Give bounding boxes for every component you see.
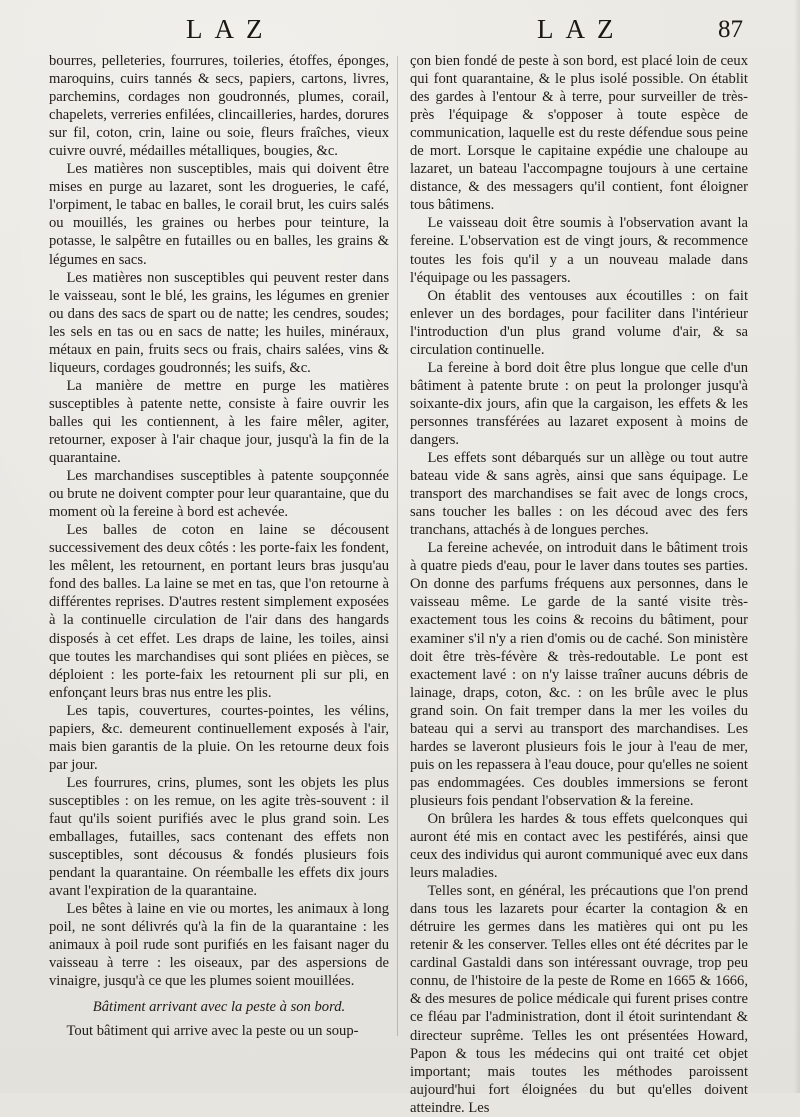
paragraph: Les effets sont débarqués sur un allège ou tout autre bateau vide & sans agrès, ainsi que sans équipage. Le transport des marchandises se fait avec de longs crocs, sans toucher les balles : on les découd avec des fers tranchans, attachés à de longues perches. xyxy=(410,450,748,539)
page-edge-shadow xyxy=(794,0,800,1093)
paragraph: Les tapis, couvertures, courtes-pointes, les vélins, papiers, &c. demeurent continuellement exposés à l'air, mais bien garantis de la pluie. On les retourne deux fois par jour. xyxy=(49,702,389,773)
paragraph: On établit des ventouses aux écoutilles : on fait enlever un des bordages, pour faciliter dans l'intérieur l'introduction d'un plus grand volume d'air, & sa circulation continuelle. xyxy=(410,287,748,358)
paragraph: Les matières non susceptibles, mais qui doivent être mises en purge au lazaret, sont les drogueries, le café, l'orpiment, le tabac en balles, le corail brut, les cuirs salés ou mouillés, les graines ou herbes pour teinture, la potasse, le salpêtre en futailles ou en balles, les grains & légumes en sacs. xyxy=(49,161,389,268)
column-divider xyxy=(397,56,398,1036)
paragraph: Telles sont, en général, les précautions que l'on prend dans tous les lazarets pour écarter la contagion & en détruire les germes dans les matières qui ont pu les retenir & les conserver. Telles elles ont été décrites par le cardinal Gastaldi dans son intéressant ouvrage, trop peu connu, de l'histoire de la peste de Rome en 1665 & 1666, & des mesures de police médicale qui furent prises contre ce fléau par l'administration, dont il étoit surintendant & directeur suprême. Telles les ont présentées Howard, Papon & tous les médecins qui ont traité cet objet important; mais toutes les méthodes paroissent aujourd'hui fort éloignées du but qu'elles doivent atteindre. Les xyxy=(410,883,748,1116)
left-column xyxy=(49,52,389,1041)
paragraph: Le vaisseau doit être soumis à l'observation avant la fereine. L'observation est de vingt jours, & recommence toutes les fois qu'il y a un nouveau malade dans l'équipage ou les passagers. xyxy=(410,215,748,286)
running-head xyxy=(0,14,800,54)
paragraph: Les bêtes à laine en vie ou mortes, les animaux à long poil, ne sont délivrés qu'à la fin de la quarantaine : les animaux à poil rude sont purifiés en les faisant nager du vaisseau à terre : les oiseaux, par des aspersions de vinaigre, jusqu'à ce que les plumes soient mouillées. xyxy=(49,901,389,990)
section-heading: Bâtiment arrivant avec la peste à son bord. xyxy=(92,999,346,1016)
right-column xyxy=(410,52,748,1117)
page-number: 87 xyxy=(718,16,743,43)
paragraph: La fereine à bord doit être plus longue que celle d'un bâtiment à patente brute : on peut la prolonger jusqu'à soixante-dix jours, afin que la cargaison, les effets & les personnes transférées au lazaret exposent à moins de dangers. xyxy=(410,359,748,448)
paragraph: Les matières non susceptibles qui peuvent rester dans le vaisseau, sont le blé, les grains, les légumes en grenier ou dans des sacs de spart ou de natte; les cendres, soudes; les sels en tas ou en sacs de natte; les huiles, minéraux, métaux en pain, fruits secs ou frais, chairs salées, vins & liqueurs, cordages goudronnés; les suifs, &c. xyxy=(49,269,389,376)
running-head-left: LAZ xyxy=(186,14,275,44)
paragraph: La fereine achevée, on introduit dans le bâtiment trois à quatre pieds d'eau, pour le laver dans toutes ses parties. On donne des parfums fréquens aux personnes, dans le vaisseau même. Le garde de la santé visite très-exactement tous les coins & recoins du bâtiment, pour examiner s'il n'y a rien d'omis ou de caché. Son ministère doit être très-févère & très-redoutable. Le pont est exactement lavé : on n'y laisse traîner aucuns débris de lainage, draps, coton, &c. : on les brûle avec le plus grand soin. On fait tremper dans la mer les voiles du bateau qui a servi au transport des marchandises. Les hardes se laveront plusieurs fois le jour à l'eau de mer, puis on les repassera à l'eau douce, pour qu'elles ne soient pas endommagées. Ces doubles immersions se feront plusieurs fois pendant l'observation & la fereine. xyxy=(410,540,748,809)
paragraph: Les balles de coton en laine se décousent successivement des deux côtés : les porte-faix les fondent, les mêlent, les retournent, en portant leurs bras jusqu'au fond des balles. La laine se met en tas, que l'on retourne à différentes reprises. D'autres restent simplement exposées à la continuelle circulation de l'air dans des hangards disposés à cet effet. Les draps de laine, les toiles, ainsi que toutes les marchandises qui sont pliées en pièces, se déploient : les porte-faix les retournent pli sur pli, en enfonçant leurs bras nus entre les plis. xyxy=(49,522,390,701)
paragraph: bourres, pelleteries, fourrures, toileries, étoffes, éponges, maroquins, cuirs tannés & secs, papiers, cartons, livres, parchemins, cordages non goudronnés, plumes, corail, chapelets, verreries enfilées, clincailleries, hardes, dorures sur fil, coton, crin, laine ou soie, fleurs fraîches, vieux cuivre ouvré, médailles métalliques, bougies, &c. xyxy=(49,53,389,160)
paragraph: Tout bâtiment qui arrive avec la peste ou un soup- xyxy=(66,1023,359,1040)
paragraph: On brûlera les hardes & tous effets quelconques qui auront été mis en contact avec les pestiférés, ainsi que ceux des individus qui auront communiqué avec eux dans leurs maladies. xyxy=(410,810,748,882)
paragraph: Les fourrures, crins, plumes, sont les objets les plus susceptibles : on les remue, on les agite très-souvent : il faut qu'ils soient purifiés avec le plus grand soin. Les emballages, futailles, sacs contenant des effets non susceptibles, sont décousus & fondés plusieurs fois pendant la quarantaine. On réemballe les effets dix jours avant l'expiration de la quarantaine. xyxy=(49,774,389,900)
paragraph: çon bien fondé de peste à son bord, est placé loin de ceux qui font quarantaine, & le plus isolé possible. On établit des gardes à l'entour & à terre, pour surveiller de très-près l'équipage & s'opposer à toute espèce de communication, laquelle est du reste défendue sous peine de mort. Lorsque le capitaine expédie une chaloupe au lazaret, un bateau l'accompagne toujours à une certaine distance, & des messagers qu'il contient, font éloigner tous bâtimens. xyxy=(410,53,748,214)
paragraph: Les marchandises susceptibles à patente soupçonnée ou brute ne doivent compter pour leur quarantaine, que du moment où la fereine à bord est achevée. xyxy=(49,468,389,521)
running-head-right: LAZ xyxy=(537,14,626,44)
paragraph: La manière de mettre en purge les matières susceptibles à patente nette, consiste à faire ouvrir les balles qui les contiennent, à les faire mêler, agiter, retourner, exposer à l'air chaque jour, jusqu'à la fin de la quarantaine. xyxy=(49,377,389,467)
